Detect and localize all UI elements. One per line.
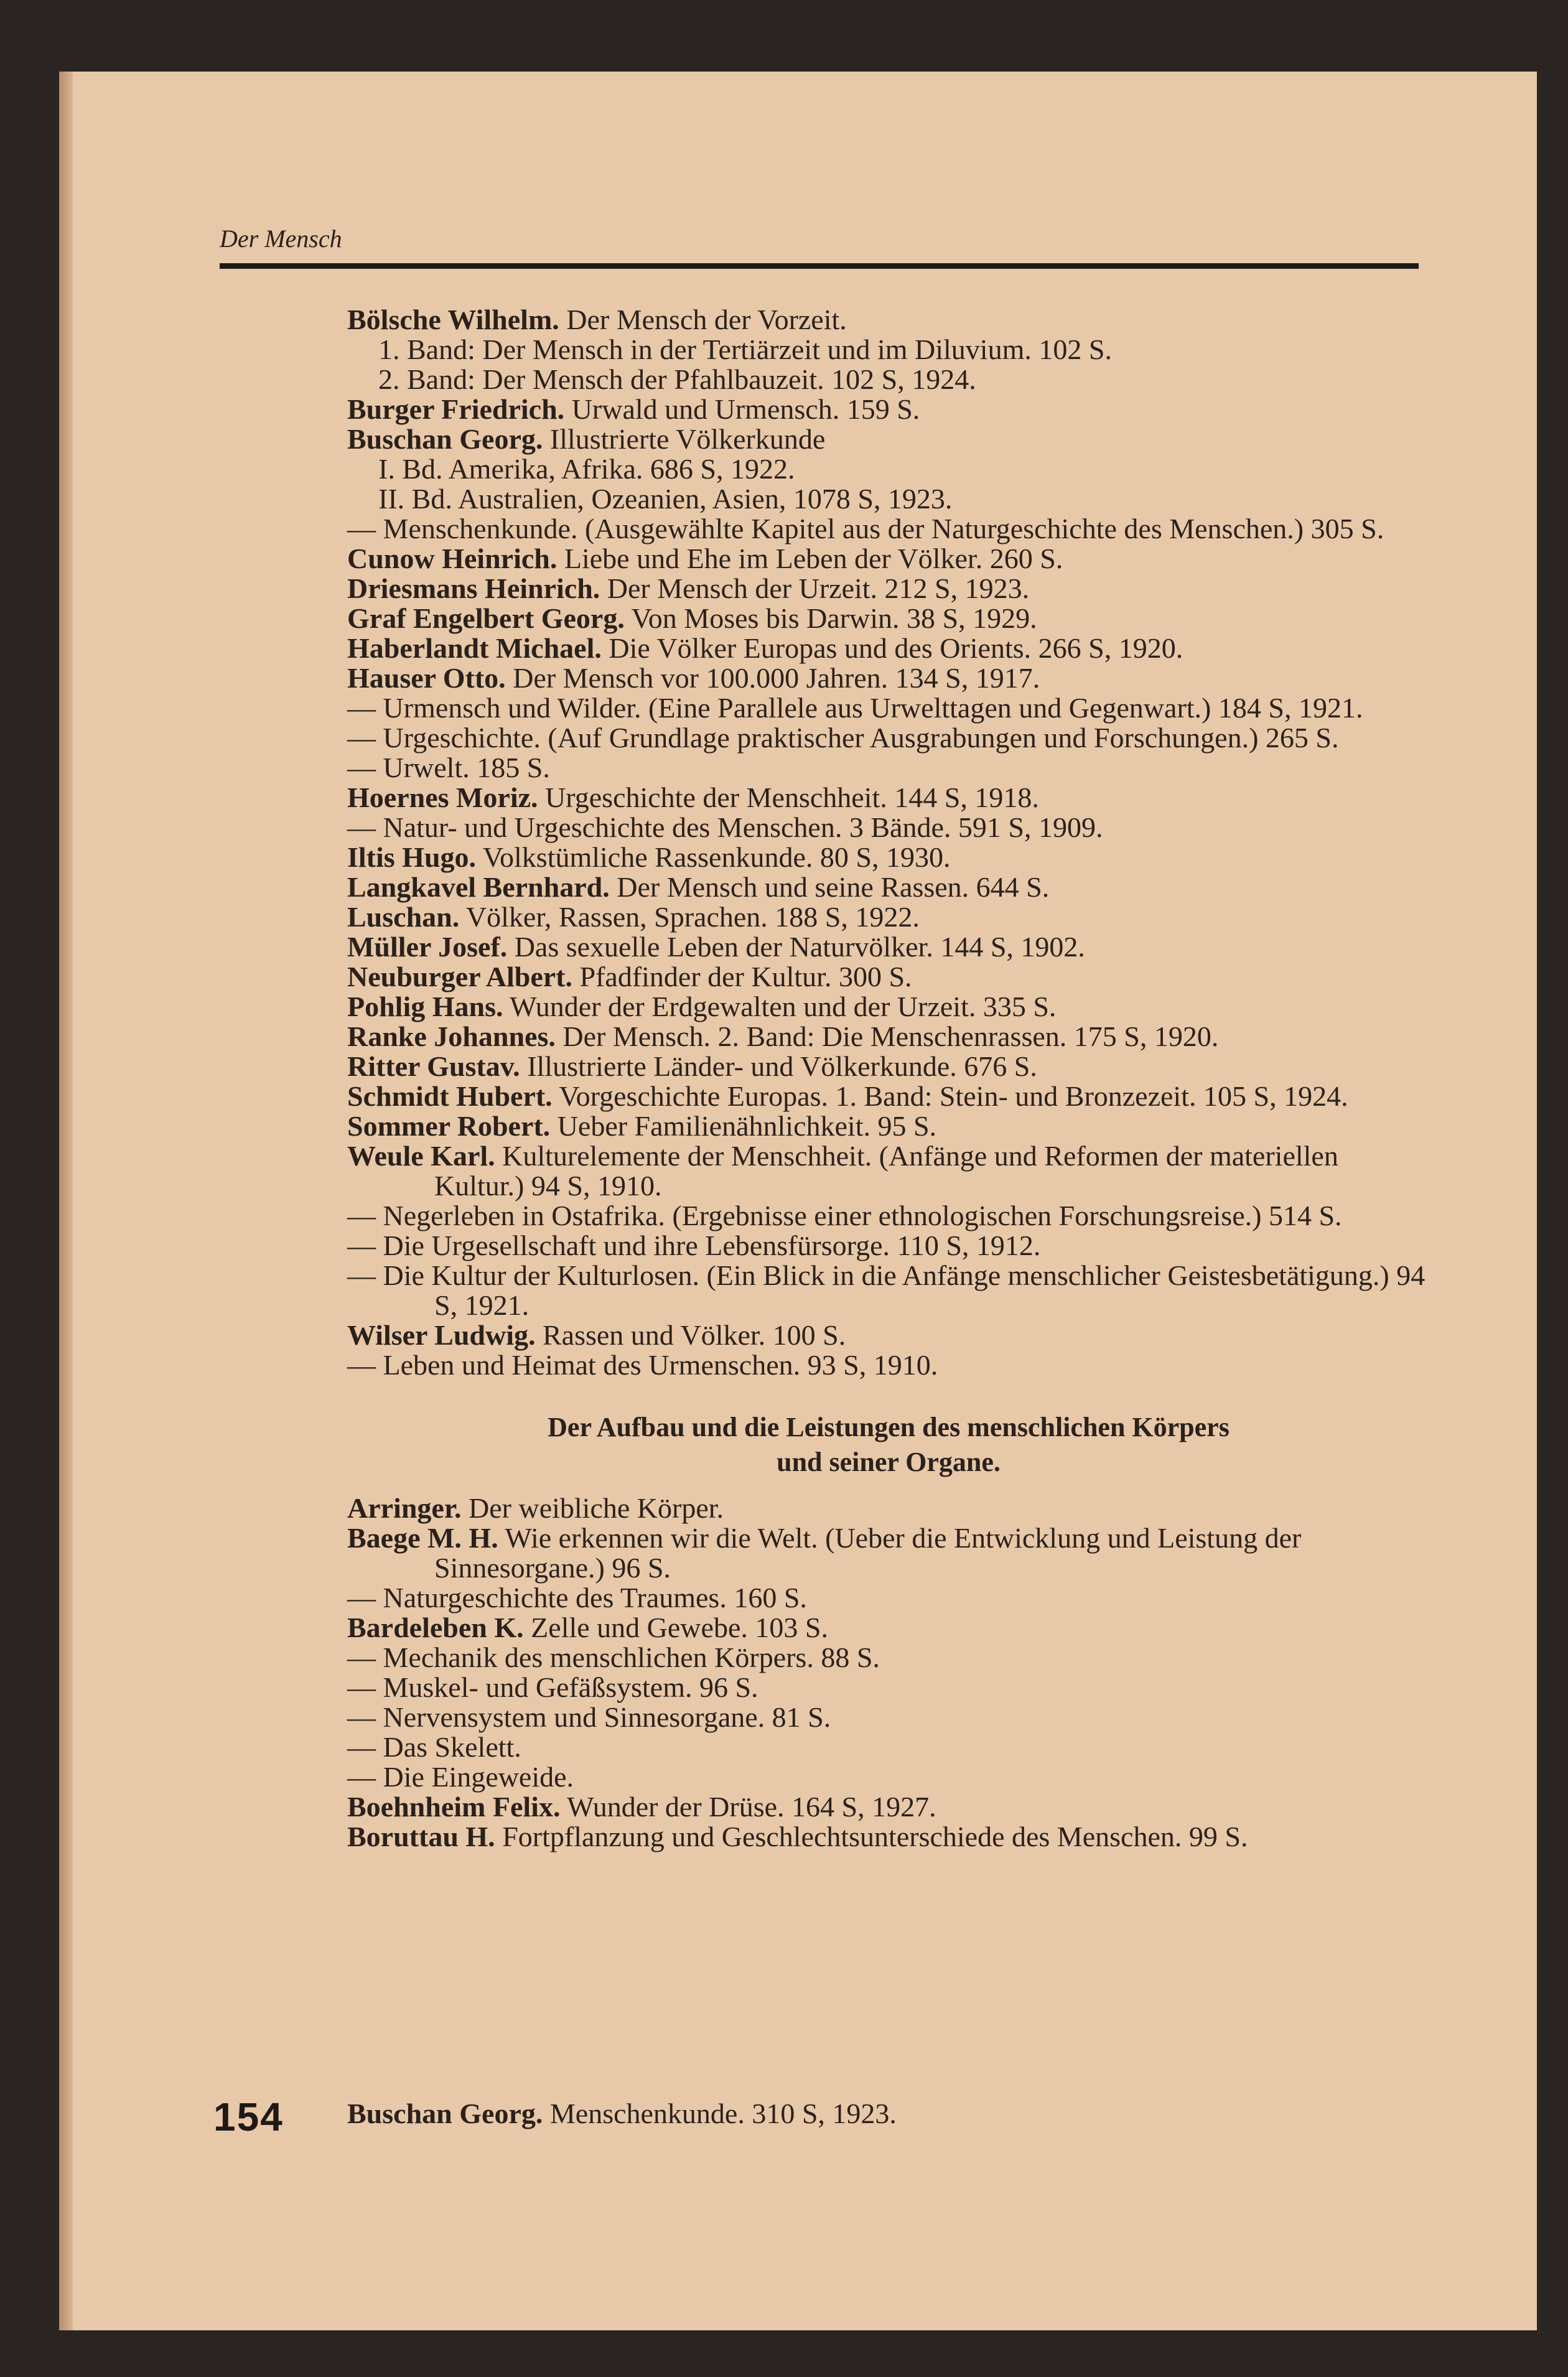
entry-text: Der Mensch der Vorzeit.	[559, 304, 847, 335]
bibliography-list	[347, 305, 1430, 1852]
section-heading-line: und seiner Organe.	[777, 1447, 1001, 1477]
list-item	[347, 574, 1430, 604]
entry-text: Volkstümliche Rassenkunde. 80 S, 1930.	[476, 841, 951, 873]
entry-author: Boehnheim Felix.	[347, 1791, 561, 1823]
entry-text: Vorgeschichte Europas. 1. Band: Stein- und Bronzezeit. 105 S, 1924.	[552, 1080, 1348, 1112]
entry-author: Müller Josef.	[347, 931, 508, 963]
entry-text: Der Mensch. 2. Band: Die Menschenrassen. 175 S, 1920.	[555, 1020, 1219, 1052]
list-item	[347, 544, 1430, 574]
list-item: — Urgeschichte. (Auf Grundlage praktischer Ausgrabungen und Forschungen.) 265 S.	[347, 722, 1339, 754]
entry-text: Urgeschichte der Menschheit. 144 S, 1918.	[538, 782, 1039, 813]
entry-text: Zelle und Gewebe. 103 S.	[523, 1612, 828, 1643]
list-item: 2. Band: Der Mensch der Pfahlbauzeit. 102 S, 1924.	[378, 363, 976, 395]
entry-author: Wilser Ludwig.	[347, 1319, 536, 1351]
list-item: — Die Urgesellschaft und ihre Lebensfürsorge. 110 S, 1912.	[347, 1230, 1041, 1261]
entry-author: Langkavel Bernhard.	[347, 871, 610, 903]
page-edge	[59, 72, 73, 2330]
entry-text: Völker, Rassen, Sprachen. 188 S, 1922.	[459, 901, 920, 933]
entry-text: Pfadfinder der Kultur. 300 S.	[572, 961, 912, 992]
list-item: — Natur- und Urgeschichte des Menschen. 3 Bände. 591 S, 1909.	[347, 811, 1103, 843]
list-item	[347, 992, 1430, 1022]
entry-text: Urwald und Urmensch. 159 S.	[564, 393, 920, 425]
entry-author: Weule Karl.	[347, 1140, 495, 1172]
entry-author: Driesmans Heinrich.	[347, 572, 600, 604]
entry-text: Wunder der Drüse. 164 S, 1927.	[560, 1791, 936, 1823]
entry-text: Illustrierte Völkerkunde	[543, 423, 826, 455]
list-item	[347, 1022, 1430, 1052]
list-item	[347, 663, 1430, 693]
entry-author: Burger Friedrich.	[347, 393, 565, 425]
list-item	[347, 2099, 1430, 2129]
list-item	[347, 1493, 1430, 1523]
list-item: — Mechanik des menschlichen Körpers. 88 S.	[347, 1641, 880, 1673]
entry-author: Bardeleben K.	[347, 1612, 524, 1643]
list-item	[347, 962, 1430, 992]
list-item	[347, 843, 1430, 872]
list-item: — Negerleben in Ostafrika. (Ergebnisse einer ethnologischen Forschungsreise.) 514 S.	[347, 1200, 1342, 1231]
entry-author: Ranke Johannes.	[347, 1020, 556, 1052]
entry-text: Der weibliche Körper.	[461, 1492, 724, 1524]
list-item: — Urmensch und Wilder. (Eine Parallele aus Urwelttagen und Gegenwart.) 184 S, 1921.	[347, 692, 1363, 724]
book-page	[59, 72, 1537, 2330]
header-rule	[220, 263, 1419, 269]
entry-text: Liebe und Ehe im Leben der Völker. 260 S.	[557, 543, 1063, 574]
list-item: — Muskel- und Gefäßsystem. 96 S.	[347, 1671, 758, 1703]
list-item: — Die Kultur der Kulturlosen. (Ein Blick in die Anfänge menschlicher Geistesbetätigung.) 94 S, 1921.	[347, 1259, 1426, 1321]
entry-text: Kulturelemente der Menschheit. (Anfänge und Reformen der materiellen Kultur.) 94 S, 1910.	[434, 1140, 1338, 1202]
entry-author: Pohlig Hans.	[347, 991, 503, 1022]
entry-text: Menschenkunde. 310 S, 1923.	[543, 2098, 897, 2129]
list-item	[347, 1081, 1430, 1111]
entry-author: Haberlandt Michael.	[347, 632, 602, 664]
list-item: II. Bd. Australien, Ozeanien, Asien, 1078 S, 1923.	[378, 483, 953, 515]
list-item	[347, 1111, 1430, 1141]
list-item	[347, 932, 1430, 962]
entry-text: Wie erkennen wir die Welt. (Ueber die Entwicklung und Leistung der Sinnesorgane.) 96 S.	[434, 1522, 1302, 1584]
entry-author: Cunow Heinrich.	[347, 543, 558, 574]
list-item	[347, 424, 1430, 454]
entry-author: Neuburger Albert.	[347, 961, 573, 992]
page-number: 154	[213, 2094, 284, 2139]
entry-author: Bölsche Wilhelm.	[347, 304, 559, 335]
list-item: — Naturgeschichte des Traumes. 160 S.	[347, 1582, 807, 1613]
list-item	[347, 1792, 1430, 1822]
entry-text: Rassen und Völker. 100 S.	[535, 1319, 846, 1351]
entry-text: Der Mensch und seine Rassen. 644 S.	[609, 871, 1050, 903]
entry-author: Iltis Hugo.	[347, 841, 477, 873]
list-item: — Leben und Heimat des Urmenschen. 93 S, 1910.	[347, 1349, 938, 1381]
list-item: I. Bd. Amerika, Afrika. 686 S, 1922.	[378, 453, 795, 485]
list-item: — Nervensystem und Sinnesorgane. 81 S.	[347, 1701, 831, 1733]
entry-author: Buschan Georg.	[347, 2098, 543, 2129]
entry-author: Arringer.	[347, 1492, 462, 1524]
entry-author: Luschan.	[347, 901, 460, 933]
section-heading-line: Der Aufbau und die Leistungen des menschlichen Körpers	[548, 1412, 1230, 1442]
entry-author: Ritter Gustav.	[347, 1050, 520, 1082]
list-item: — Das Skelett.	[347, 1731, 521, 1763]
entry-author: Graf Engelbert Georg.	[347, 602, 625, 634]
list-item	[347, 604, 1430, 633]
entry-text: Illustrierte Länder- und Völkerkunde. 676 S.	[520, 1050, 1037, 1082]
list-item: 1. Band: Der Mensch in der Tertiärzeit und im Diluvium. 102 S.	[378, 334, 1112, 365]
list-item	[347, 902, 1430, 932]
list-item	[347, 1822, 1430, 1852]
section-heading	[347, 1410, 1430, 1480]
list-item	[347, 1523, 1430, 1583]
entry-author: Baege M. H.	[347, 1522, 498, 1554]
list-item: — Urwelt. 185 S.	[347, 752, 550, 783]
list-item	[347, 305, 1430, 335]
list-item	[347, 783, 1430, 813]
list-item	[347, 395, 1430, 424]
entry-author: Schmidt Hubert.	[347, 1080, 553, 1112]
entry-text: Die Völker Europas und des Orients. 266 S, 1920.	[601, 632, 1183, 664]
entry-author: Sommer Robert.	[347, 1110, 551, 1142]
entry-text: Der Mensch der Urzeit. 212 S, 1923.	[600, 572, 1030, 604]
list-item	[347, 872, 1430, 902]
entry-author: Boruttau H.	[347, 1821, 495, 1852]
list-item	[347, 1141, 1430, 1201]
entry-text: Ueber Familienähnlichkeit. 95 S.	[550, 1110, 937, 1142]
entry-text: Fortpflanzung und Geschlechtsunterschiede des Menschen. 99 S.	[495, 1821, 1248, 1852]
list-item: — Menschenkunde. (Ausgewählte Kapitel aus der Naturgeschichte des Menschen.) 305 S.	[347, 513, 1384, 544]
entry-text: Von Moses bis Darwin. 38 S, 1929.	[624, 602, 1037, 634]
list-item: — Die Eingeweide.	[347, 1761, 574, 1793]
entry-author: Hauser Otto.	[347, 662, 506, 694]
running-head: Der Mensch	[220, 225, 342, 253]
entry-author: Buschan Georg.	[347, 423, 543, 455]
entry-text: Das sexuelle Leben der Naturvölker. 144 S, 1902.	[507, 931, 1085, 963]
entry-text: Der Mensch vor 100.000 Jahren. 134 S, 1917.	[505, 662, 1040, 694]
entry-text: Wunder der Erdgewalten und der Urzeit. 335 S.	[503, 991, 1057, 1022]
list-item	[347, 1052, 1430, 1081]
list-item	[347, 633, 1430, 663]
list-item	[347, 1320, 1430, 1350]
entry-author: Hoernes Moriz.	[347, 782, 538, 813]
list-item	[347, 1613, 1430, 1643]
